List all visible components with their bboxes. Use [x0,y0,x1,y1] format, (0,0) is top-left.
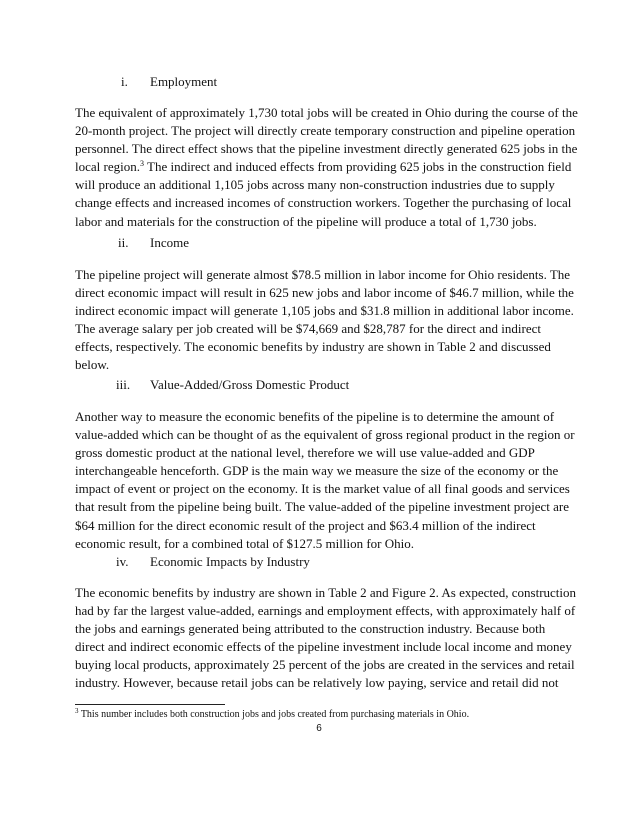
text-line: Another way to measure the economic benefits of the pipeline is to determine the amount of [75,409,555,424]
section-title: Income [150,235,189,250]
text-line: labor and materials for the construction of the pipeline will produce a total of 1,730 jobs. [75,213,537,229]
footnote-mark: 3 [75,707,79,715]
footnote-text: This number includes both construction jobs and jobs created from purchasing materials in Ohio. [78,709,470,720]
text-line [75,158,572,176]
footnote-reference: 3 [139,159,144,169]
section-numeral: i. [121,74,128,89]
paragraph-employment [75,104,578,231]
text-line: that result from the pipeline being built. The value-added of the pipeline investment project are [75,499,569,515]
paragraph-impacts-by-industry [75,584,577,693]
text-line: buying local products, approximately 25 percent of the jobs are created in the services and retail [75,657,575,673]
text-line: direct economic impact will result in 625 new jobs and labor income of $46.7 million, while the [75,285,574,301]
text-line: The economic benefits by industry are shown in Table 2 and Figure 2. As expected, construction [75,585,577,600]
section-numeral: iii. [116,377,131,392]
text-line: economic result, for a combined total of $127.5 million for Ohio. [75,535,415,551]
section-numeral: ii. [118,235,129,250]
paragraph-income [75,266,574,375]
text-line: industry. However, because retail jobs can be relatively low paying, service and retail did not [75,675,559,691]
text-line: personnel. The direct effect shows that the pipeline investment directly generated 625 jobs in the [75,141,578,157]
section-title: Economic Impacts by Industry [150,554,310,569]
text-line: indirect economic impact will generate 1,105 jobs and $31.8 million in additional labor income. [75,303,574,319]
text-line: below. [75,357,110,373]
text-line: The equivalent of approximately 1,730 total jobs will be created in Ohio during the course of the [75,105,578,120]
text-line: gross domestic product at the national level, therefore we will use value-added and GDP [75,445,535,461]
text-line: $64 million for the direct economic result of the project and $63.4 million of the indirect [75,517,536,533]
text-line: value-added which can be thought of as the equivalent of gross regional product in the region or [75,427,575,443]
section-numeral: iv. [116,554,129,569]
section-title: Value-Added/Gross Domestic Product [150,377,350,392]
text-line: The pipeline project will generate almost $78.5 million in labor income for Ohio residents. The [75,267,571,282]
text-line: will produce an additional 1,105 jobs across many non-construction industries due to supply [75,177,555,193]
text-line: The average salary per job created will be $74,669 and $28,787 for the direct and indirect [75,321,542,337]
section-title: Employment [150,74,218,89]
page-number: 6 [316,723,322,734]
text-fragment: The indirect and induced effects from providing 625 jobs in the construction field [143,159,572,175]
text-line: had by far the largest value-added, earnings and employment effects, with approximately half of [75,603,576,619]
text-line: impact of event or project on the economy. It is the market value of all final goods and services [75,481,570,497]
text-line: the jobs and earnings generated being attributed to the construction industry. Because both [75,621,546,637]
text-line: change effects and increased incomes of construction workers. Together the purchasing of local [75,195,572,211]
text-line: interchangeable henceforth. GDP is the main way we measure the size of the economy or the [75,463,559,479]
footnote-divider [75,704,225,705]
footnote [75,708,469,721]
text-line: effects, respectively. The economic benefits by industry are shown in Table 2 and discussed [75,339,551,355]
text-line: direct and indirect economic effects of the pipeline investment include local income and money [75,639,572,655]
text-line: 20-month project. The project will directly create temporary construction and pipeline operation [75,123,576,139]
paragraph-value-added [75,408,575,553]
text-fragment: local region. [75,159,140,175]
